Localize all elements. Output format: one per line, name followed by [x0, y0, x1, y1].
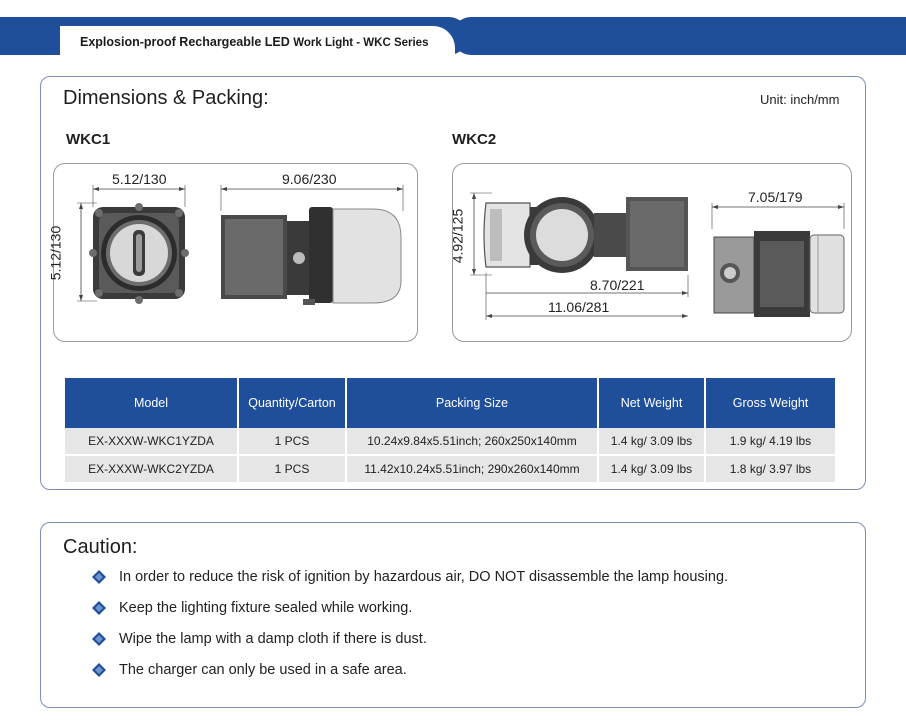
- col-header-quantity: Quantity/Carton: [239, 378, 347, 428]
- wkc1-dim-width-mm: /130: [139, 171, 167, 187]
- caution-item-text: Wipe the lamp with a damp cloth if there is dust.: [119, 631, 427, 647]
- col-header-gross-weight: Gross Weight: [706, 378, 835, 428]
- list-item: [90, 597, 728, 628]
- wkc2-dim-width-mm: /179: [775, 189, 803, 205]
- wkc2-dim-height: 4.92/125: [449, 208, 466, 264]
- table-header-row: [65, 378, 835, 428]
- wkc2-dim-body: 8.70/221: [590, 277, 645, 293]
- wkc2-dim-total: 11.06/281: [548, 299, 610, 315]
- list-item: [90, 628, 728, 659]
- list-item: [90, 566, 728, 597]
- cell-packing-size: 10.24x9.84x5.51inch; 260x250x140mm: [347, 428, 599, 456]
- caution-item-text: Keep the lighting fixture sealed while working.: [119, 600, 413, 616]
- unit-label: Unit: inch/mm: [760, 92, 840, 107]
- header-title-bold: Explosion-proof Rechargeable LED: [80, 35, 294, 49]
- wkc1-dim-height: 5.12/130: [47, 225, 64, 281]
- table-row: [65, 428, 835, 456]
- caution-item-text: In order to reduce the risk of ignition by hazardous air, DO NOT disassemble the lamp housing.: [119, 569, 729, 585]
- list-item: [90, 659, 728, 690]
- diamond-bullet-icon: [92, 632, 106, 646]
- cell-packing-size: 11.42x10.24x5.51inch; 290x260x140mm: [347, 456, 599, 484]
- wkc1-drawing: [53, 163, 416, 340]
- wkc1-dim-length: [282, 171, 337, 187]
- cell-net-weight: 1.4 kg/ 3.09 lbs: [599, 428, 706, 456]
- cell-net-weight: 1.4 kg/ 3.09 lbs: [599, 456, 706, 484]
- diamond-bullet-icon: [92, 601, 106, 615]
- cell-gross-weight: 1.8 kg/ 3.97 lbs: [706, 456, 835, 484]
- packing-table: [65, 378, 835, 484]
- cell-model: EX-XXXW-WKC1YZDA: [65, 428, 239, 456]
- wkc1-dim-width: [112, 171, 167, 187]
- cell-quantity: 1 PCS: [239, 428, 347, 456]
- cell-model: EX-XXXW-WKC2YZDA: [65, 456, 239, 484]
- header-bar-right: [452, 17, 906, 55]
- wkc2-dim-width-in: 7.05: [748, 189, 776, 205]
- table-row: [65, 456, 835, 484]
- col-header-packing-size: Packing Size: [347, 378, 599, 428]
- diamond-bullet-icon: [92, 570, 106, 584]
- wkc1-dim-width-in: 5.12: [112, 171, 140, 187]
- wkc2-dim-width: [748, 189, 803, 205]
- caution-title: Caution:: [63, 536, 138, 558]
- col-header-model: Model: [65, 378, 239, 428]
- cell-gross-weight: 1.9 kg/ 4.19 lbs: [706, 428, 835, 456]
- wkc2-label: WKC2: [452, 131, 497, 148]
- header-title: [80, 35, 428, 49]
- caution-item-text: The charger can only be used in a safe area.: [119, 662, 407, 678]
- wkc1-label: WKC1: [66, 131, 111, 148]
- diamond-bullet-icon: [92, 663, 106, 677]
- wkc1-dim-length-in: 9.06: [282, 171, 310, 187]
- wkc1-dim-length-mm: /230: [309, 171, 337, 187]
- header-title-rest: Work Light - WKC Series: [293, 37, 429, 49]
- cell-quantity: 1 PCS: [239, 456, 347, 484]
- dimensions-title: Dimensions & Packing:: [63, 87, 269, 109]
- caution-list: [90, 566, 728, 690]
- col-header-net-weight: Net Weight: [599, 378, 706, 428]
